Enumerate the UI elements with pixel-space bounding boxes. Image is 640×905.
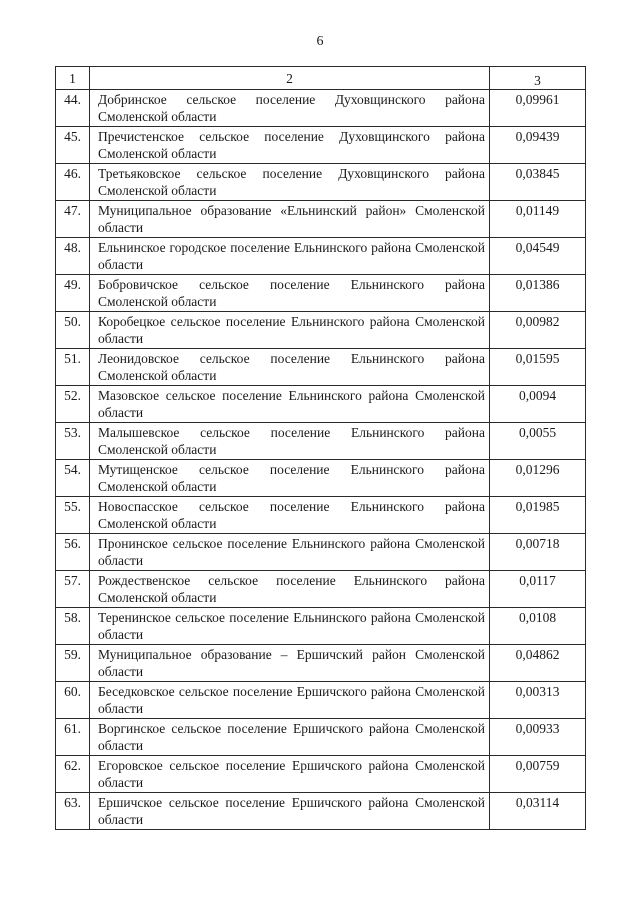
municipality-name: Рождественское сельское поселение Ельнинского района Смоленской области [90, 571, 490, 608]
table-row [56, 756, 586, 793]
row-number: 51. [56, 349, 90, 386]
table-row [56, 423, 586, 460]
table-row [56, 201, 586, 238]
page-number: 6 [316, 34, 324, 49]
row-number: 56. [56, 534, 90, 571]
row-number: 57. [56, 571, 90, 608]
coefficient-value: 0,03845 [490, 164, 586, 201]
table-row [56, 460, 586, 497]
row-number: 45. [56, 127, 90, 164]
row-number: 53. [56, 423, 90, 460]
municipality-name: Беседковское сельское поселение Ершичского района Смоленской области [90, 682, 490, 719]
coefficient-value: 0,09439 [490, 127, 586, 164]
row-number: 54. [56, 460, 90, 497]
municipality-name: Мутищенское сельское поселение Ельнинского района Смоленской области [90, 460, 490, 497]
coefficient-value: 0,04862 [490, 645, 586, 682]
header-col-3: 3 [490, 67, 586, 90]
table-row [56, 571, 586, 608]
coefficient-value: 0,09961 [490, 90, 586, 127]
row-number: 46. [56, 164, 90, 201]
table-row [56, 719, 586, 756]
table-row [56, 793, 586, 830]
table-row [56, 90, 586, 127]
table-header-row [56, 67, 586, 90]
header-col-1: 1 [56, 67, 90, 90]
row-number: 63. [56, 793, 90, 830]
coefficient-value: 0,01296 [490, 460, 586, 497]
table-row [56, 312, 586, 349]
row-number: 60. [56, 682, 90, 719]
row-number: 55. [56, 497, 90, 534]
coefficient-value: 0,0108 [490, 608, 586, 645]
table-row [56, 682, 586, 719]
row-number: 48. [56, 238, 90, 275]
coefficient-value: 0,00313 [490, 682, 586, 719]
coefficient-value: 0,00982 [490, 312, 586, 349]
municipality-name: Третьяковское сельское поселение Духовщинского района Смоленской области [90, 164, 490, 201]
header-col-2: 2 [90, 67, 490, 90]
municipality-name: Леонидовское сельское поселение Ельнинского района Смоленской области [90, 349, 490, 386]
coefficient-value: 0,00718 [490, 534, 586, 571]
municipality-name: Пречистенское сельское поселение Духовщинского района Смоленской области [90, 127, 490, 164]
table-row [56, 275, 586, 312]
municipality-name: Ершичское сельское поселение Ершичского района Смоленской области [90, 793, 490, 830]
coefficient-value: 0,00759 [490, 756, 586, 793]
coefficient-value: 0,01985 [490, 497, 586, 534]
municipality-name: Мазовское сельское поселение Ельнинского района Смоленской области [90, 386, 490, 423]
municipality-name: Малышевское сельское поселение Ельнинского района Смоленской области [90, 423, 490, 460]
municipality-name: Новоспасское сельское поселение Ельнинского района Смоленской области [90, 497, 490, 534]
allocation-table [55, 66, 586, 830]
coefficient-value: 0,03114 [490, 793, 586, 830]
coefficient-value: 0,0094 [490, 386, 586, 423]
table-row [56, 534, 586, 571]
row-number: 58. [56, 608, 90, 645]
table-row [56, 386, 586, 423]
table-row [56, 645, 586, 682]
municipality-name: Егоровское сельское поселение Ершичского района Смоленской области [90, 756, 490, 793]
table-row [56, 349, 586, 386]
row-number: 52. [56, 386, 90, 423]
table-row [56, 238, 586, 275]
municipality-name: Пронинское сельское поселение Ельнинского района Смоленской области [90, 534, 490, 571]
coefficient-value: 0,01149 [490, 201, 586, 238]
municipality-name: Коробецкое сельское поселение Ельнинского района Смоленской области [90, 312, 490, 349]
municipality-name: Теренинское сельское поселение Ельнинского района Смоленской области [90, 608, 490, 645]
coefficient-value: 0,01595 [490, 349, 586, 386]
row-number: 47. [56, 201, 90, 238]
row-number: 44. [56, 90, 90, 127]
table-row [56, 608, 586, 645]
municipality-name: Бобровичское сельское поселение Ельнинского района Смоленской области [90, 275, 490, 312]
row-number: 61. [56, 719, 90, 756]
coefficient-value: 0,04549 [490, 238, 586, 275]
municipality-name: Воргинское сельское поселение Ершичского района Смоленской области [90, 719, 490, 756]
coefficient-value: 0,00933 [490, 719, 586, 756]
municipality-name: Добринское сельское поселение Духовщинского района Смоленской области [90, 90, 490, 127]
table-row [56, 127, 586, 164]
municipality-name: Муниципальное образование – Ершичский район Смоленской области [90, 645, 490, 682]
table-row [56, 497, 586, 534]
coefficient-value: 0,0055 [490, 423, 586, 460]
coefficient-value: 0,0117 [490, 571, 586, 608]
coefficient-value: 0,01386 [490, 275, 586, 312]
table-row [56, 164, 586, 201]
row-number: 59. [56, 645, 90, 682]
row-number: 49. [56, 275, 90, 312]
municipality-name: Муниципальное образование «Ельнинский район» Смоленской области [90, 201, 490, 238]
row-number: 62. [56, 756, 90, 793]
row-number: 50. [56, 312, 90, 349]
municipality-name: Ельнинское городское поселение Ельнинского района Смоленской области [90, 238, 490, 275]
